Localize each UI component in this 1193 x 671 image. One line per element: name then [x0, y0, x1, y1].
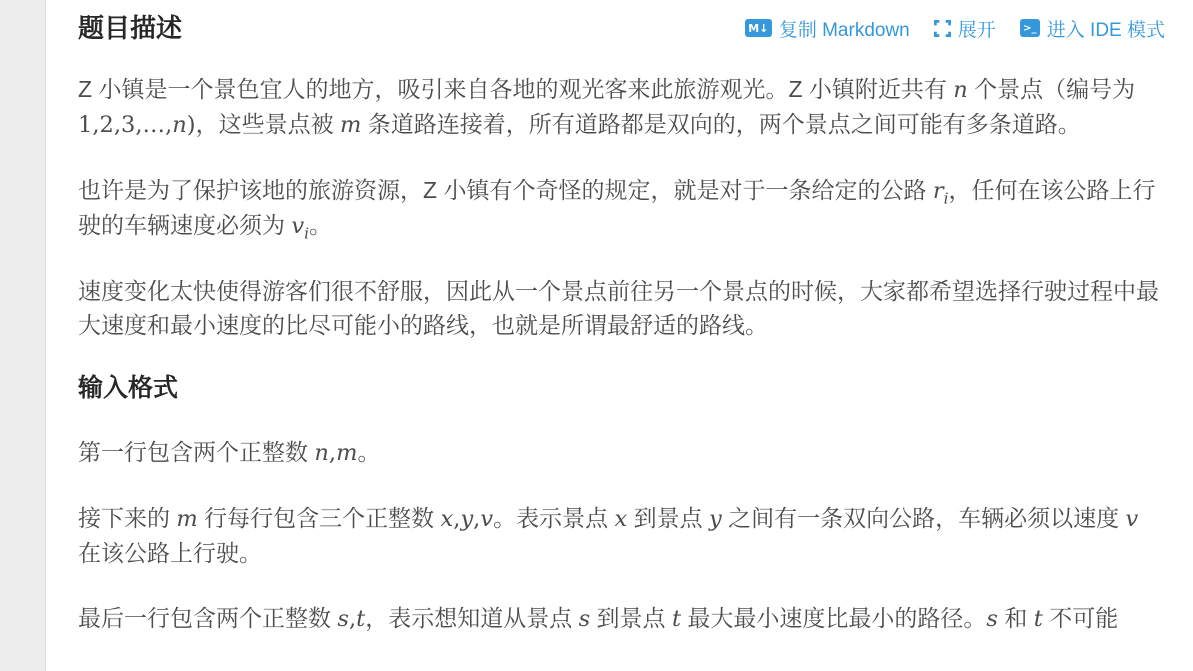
expand-button[interactable] [934, 15, 996, 42]
math-inline: x [614, 506, 628, 532]
math-inline: n [953, 77, 968, 103]
ide-mode-label: 进入 IDE 模式 [1046, 19, 1165, 41]
math-inline: s [578, 606, 591, 632]
problem-paragraph-3: 速度变化太快使得游客们很不舒服，因此从一个景点前往另一个景点的时候，大家都希望选择行驶过程中最大速度和最小速度的比尽可能小的路线，也就是所谓最舒适的路线。 [78, 278, 1159, 338]
markdown-copy-icon: M↓ [745, 19, 772, 37]
math-inline: m [339, 112, 362, 138]
math-inline: x,y,v [440, 506, 494, 532]
math-inline: t [1033, 606, 1043, 632]
section-title-input-format: 输入格式 [78, 374, 179, 402]
problem-card [46, 0, 1193, 671]
math-inline: t [671, 606, 682, 632]
math-inline: 1,2,3,…,n) [78, 112, 196, 138]
card-header [78, 13, 1165, 43]
section-title-description: 题目描述 [78, 13, 183, 43]
math-inline: m [176, 506, 198, 532]
expand-icon [934, 20, 951, 37]
math-inline: s,t [337, 606, 366, 632]
ide-mode-button[interactable] [1020, 15, 1165, 42]
copy-markdown-button[interactable] [745, 15, 910, 42]
terminal-icon: >_ [1020, 19, 1040, 37]
left-gutter [0, 0, 46, 671]
problem-paragraph-1: Z 小镇是一个景色宜人的地方，吸引来自各地的观光客来此旅游观光。Z 小镇附近共有 n 个景点（编号为 1,2,3,…,n)，这些景点被 m 条道路连接着，所有道路都是双向的，两个景点之间可能有多条道路。 [78, 76, 1136, 138]
math-inline: $r_i$ [932, 178, 949, 208]
math-inline: s [986, 606, 998, 632]
math-inline: $v_i$ [291, 213, 310, 243]
problem-paragraph-2: 也许是为了保护该地的旅游资源，Z 小镇有个奇怪的规定，就是对于一条给定的公路 $r_i$，任何在该公路上行驶的车辆速度必须为 $v_i$。 [78, 177, 1156, 243]
math-inline: y [708, 506, 722, 532]
math-inline: n,m [314, 440, 358, 466]
input-paragraph-1: 第一行包含两个正整数 n,m。 [78, 439, 381, 466]
input-paragraph-3: 最后一行包含两个正整数 s,t，表示想知道从景点 s 到景点 t 最大最小速度比最小的路径。s 和 t 不可能 [78, 605, 1119, 632]
copy-markdown-label: 复制 Markdown [778, 19, 910, 41]
input-paragraph-2: 接下来的 m 行每行包含三个正整数 x,y,v。表示景点 x 到景点 y 之间有一条双向公路，车辆必须以速度 v 在该公路上行驶。 [78, 505, 1139, 566]
math-inline: v [1125, 506, 1139, 532]
expand-label: 展开 [957, 19, 996, 41]
toolbar [745, 15, 1165, 42]
